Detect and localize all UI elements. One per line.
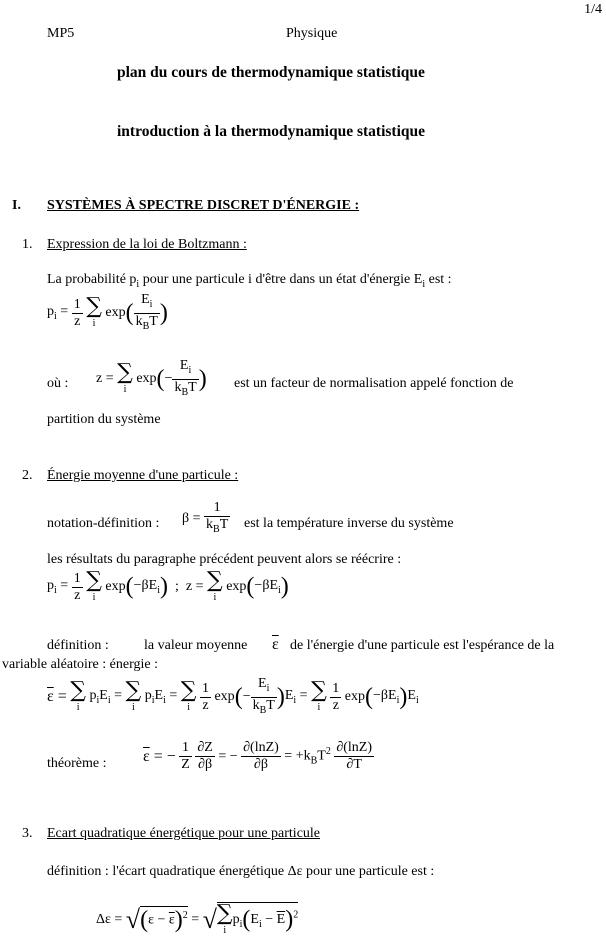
boltzmann-formula: $p_i$ = $\frac{1}{z}$ ∑ i exp( $\frac{E_i}{k_BT}$ )	[47, 292, 168, 332]
definition-text-1: la valeur moyenne	[144, 638, 248, 653]
page-number: 1/4	[584, 2, 602, 17]
rewritten-formulas: $p_i$ = $\frac{1}{z}$ ∑ i $\exp(-\beta E_i)$ ; z = ∑ i $\exp(-\beta E_i)$	[47, 568, 289, 603]
subsection-1-number: 1.	[22, 237, 33, 252]
normalization-text: est un facteur de normalisation appelé fonction de	[234, 376, 514, 391]
theorem-formula: $\overline{\varepsilon}$ = − $\frac{1}{Z}$ $\frac{\partial Z}{\partial\beta}$ = − $\frac{\partial(\ln Z)}{\partial\beta}$ = $+k_BT^2$ $\frac{\partial(\ln Z)}{\partial T}$	[143, 740, 373, 772]
subsection-3-title: Ecart quadratique énergétique pour une particule	[47, 826, 321, 841]
beta-formula: β = $\frac{1}{k_BT}$	[182, 500, 229, 535]
ou-label: où :	[47, 376, 69, 391]
subsection-2-number: 2.	[22, 468, 33, 483]
epsilon-bar: $\overline{\varepsilon}$	[272, 636, 279, 653]
definition-text-2: de l'énergie d'une particule est l'espérance de la	[290, 638, 555, 653]
mean-energy-formula: $\overline{\varepsilon}$ = ∑ i $p_iE_i$ = ∑ i $p_iE_i$ = ∑ i $\frac{1}{z}$ exp(− $\frac{E_i}{k_BT}$ )$E_i$ = ∑ i $\frac{1}{z}$ $\exp(-\beta E_i)E_i$	[47, 676, 419, 716]
definition-label: définition :	[47, 638, 109, 653]
course-plan-title: plan du cours de thermodynamique statistique	[117, 64, 425, 81]
section-number: I.	[12, 198, 21, 213]
boltzmann-intro: La probabilité $p_i$ pour une particule i d'être dans un état d'énergie $E_i$ est :	[47, 272, 452, 290]
sub3-definition: définition : l'écart quadratique énergétique Δε pour une particule est :	[47, 864, 435, 879]
rewrite-text: les résultats du paragraphe précédent peuvent alors se réécrire :	[47, 552, 402, 567]
class-label: MP5	[47, 26, 75, 41]
subject-label: Physique	[286, 26, 338, 41]
notation-label: notation-définition :	[47, 516, 160, 531]
notation-text: est la température inverse du système	[244, 516, 454, 531]
std-dev-formula: $\Delta\varepsilon = √(\varepsilon - \overline{\varepsilon})^2$ = √ ∑ i $p_i(E_i - \overline{E})^2$	[96, 901, 299, 936]
subsection-2-title: Énergie moyenne d'une particule :	[47, 468, 239, 483]
intro-title: introduction à la thermodynamique statistique	[117, 123, 426, 140]
theorem-label: théorème :	[47, 756, 107, 771]
definition-text-3: variable aléatoire : énergie :	[2, 657, 158, 672]
partition-formula: z = ∑ i exp(− $\frac{E_i}{k_BT}$ )	[96, 358, 207, 398]
section-title: SYSTÈMES À SPECTRE DISCRET D'ÉNERGIE :	[47, 198, 360, 213]
subsection-3-number: 3.	[22, 826, 33, 841]
partition-text: partition du système	[47, 412, 161, 427]
subsection-1-title: Expression de la loi de Boltzmann :	[47, 237, 247, 252]
